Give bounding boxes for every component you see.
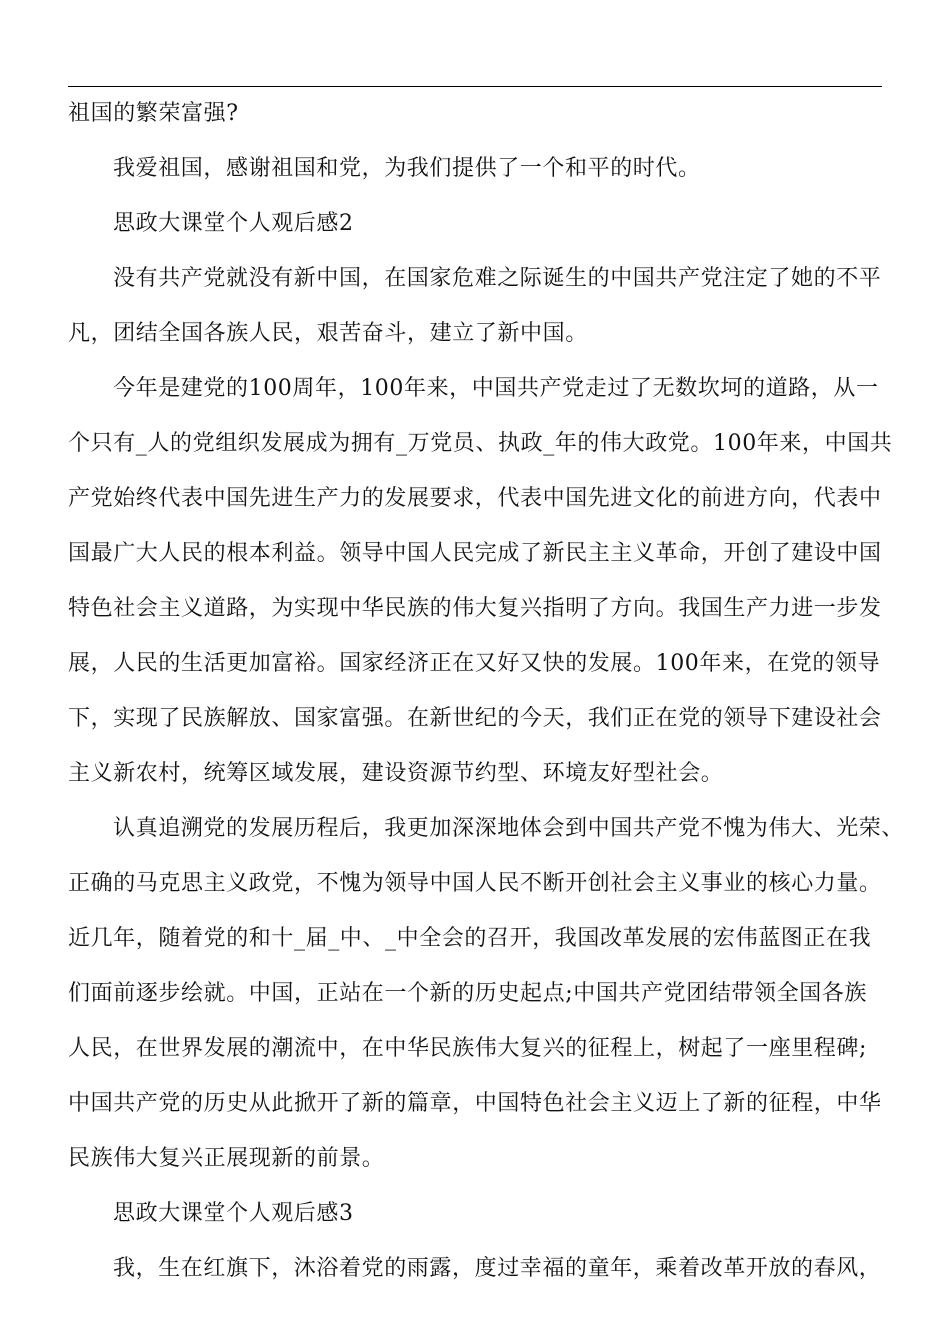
paragraph	[68, 150, 882, 187]
text-line: 认真追溯党的发展历程后，我更加深深地体会到中国共产党不愧为伟大、光荣、	[113, 816, 905, 841]
text-line: 们面前逐步绘就。中国，正站在一个新的历史起点;中国共产党团结带领全国各族	[68, 981, 868, 1006]
text-line: 下，实现了民族解放、国家富强。在新世纪的今天，我们正在党的领导下建设社会	[68, 706, 882, 731]
section-heading	[68, 1195, 882, 1232]
paragraph	[68, 810, 905, 1177]
text-line: 主义新农村，统筹区域发展，建设资源节约型、环境友好型社会。	[68, 761, 724, 786]
text-line: 个只有_人的党组织发展成为拥有_万党员、执政_年的伟大政党。100年来，中国共	[68, 431, 893, 456]
paragraph-continuation	[68, 95, 882, 132]
text-line: 我，生在红旗下，沐浴着党的雨露，度过幸福的童年，乘着改革开放的春风，	[113, 1256, 882, 1281]
section-heading-text: 思政大课堂个人观后感3	[113, 1201, 354, 1226]
text-line: 我爱祖国，感谢祖国和党，为我们提供了一个和平的时代。	[113, 156, 701, 181]
text-line: 没有共产党就没有新中国，在国家危难之际诞生的中国共产党注定了她的不平	[113, 266, 882, 291]
text-line: 国最广大人民的根本利益。领导中国人民完成了新民主主义革命，开创了建设中国	[68, 541, 882, 566]
paragraph	[68, 260, 882, 352]
header-rule	[68, 86, 882, 87]
text-line: 正确的马克思主义政党，不愧为领导中国人民不断开创社会主义事业的核心力量。	[68, 871, 882, 896]
text-line: 近几年，随着党的和十_届_中、_中全会的召开，我国改革发展的宏伟蓝图正在我	[68, 926, 872, 951]
text-line: 今年是建党的100周年，100年来，中国共产党走过了无数坎坷的道路，从一	[113, 376, 879, 401]
paragraph	[68, 1250, 882, 1287]
text-line: 凡，团结全国各族人民，艰苦奋斗，建立了新中国。	[68, 321, 588, 346]
text-line: 展，人民的生活更加富裕。国家经济正在又好又快的发展。100年来，在党的领导	[68, 651, 881, 676]
text-line: 中国共产党的历史从此掀开了新的篇章，中国特色社会主义迈上了新的征程，中华	[68, 1091, 882, 1116]
text-line: 民族伟大复兴正展现新的前景。	[68, 1146, 385, 1171]
text-line: 人民，在世界发展的潮流中，在中华民族伟大复兴的征程上，树起了一座里程碑;	[68, 1036, 868, 1061]
text-line: 祖国的繁荣富强?	[68, 101, 239, 126]
paragraph	[68, 370, 893, 792]
text-line: 产党始终代表中国先进生产力的发展要求，代表中国先进文化的前进方向，代表中	[68, 486, 882, 511]
section-heading-text: 思政大课堂个人观后感2	[113, 211, 354, 236]
section-heading	[68, 205, 882, 242]
text-line: 特色社会主义道路，为实现中华民族的伟大复兴指明了方向。我国生产力进一步发	[68, 596, 882, 621]
document-body	[68, 95, 905, 1287]
